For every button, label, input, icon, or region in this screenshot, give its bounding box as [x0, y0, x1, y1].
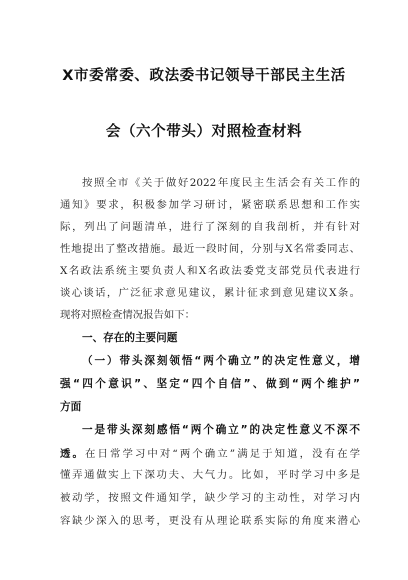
point-text-line-4: 被动学，按照文件通知学，缺少学习的主动性，对学习内 [60, 492, 360, 504]
subsection-heading-line-3: 方面 [60, 401, 82, 413]
point-line-2 [60, 445, 360, 460]
point-text-line-3: 懂弄通做实上下深功夫、大气力。比如，平时学习中多是 [60, 469, 360, 481]
intro-line-6: 谈心谈话，广泛征求意见建议，累计征求到意见建议X条。 [60, 287, 360, 299]
document-title-line-1: X市委常委、政法委书记领导干部民主生活 [62, 68, 346, 84]
subsection-heading-line-2: 强“四个意识”、坚定“四个自信”、做到“两个维护” [60, 378, 360, 390]
point-text-line-2: 在日常学习中对“两个确立”满足于知道，没有在学 [84, 448, 361, 460]
document-title-line-2: 会（六个带头）对照检查材料 [105, 124, 303, 140]
subsection-heading-line-1: （一）带头深刻领悟“两个确立”的决定性意义，增 [82, 355, 360, 367]
intro-line-7: 现将对照检查情况报告如下： [60, 309, 196, 321]
intro-line-1: 按照全市《关于做好2022年度民主生活会有关工作的 [82, 177, 360, 189]
intro-line-5: X名政法系统主要负责人和X名政法委党支部党员代表进行 [60, 265, 360, 277]
section-heading: 一、存在的主要问题 [82, 332, 178, 344]
point-heading-line-1: 一是带头深刻感悟“两个确立”的决定性意义不深不 [82, 424, 360, 436]
intro-line-3: 际，列出了问题清单，进行了深刻的自我剖析，并有针对 [60, 221, 360, 233]
intro-line-2: 通知》要求，积极参加学习研讨，紧密联系思想和工作实 [60, 199, 360, 211]
intro-line-4: 性地提出了整改措施。最近一段时间，分别与X名常委同志、 [60, 243, 360, 255]
point-heading-line-2: 透。 [60, 448, 85, 460]
point-text-line-5: 容缺少深入的思考，更没有从理论联系实际的角度来潜心 [60, 515, 360, 527]
